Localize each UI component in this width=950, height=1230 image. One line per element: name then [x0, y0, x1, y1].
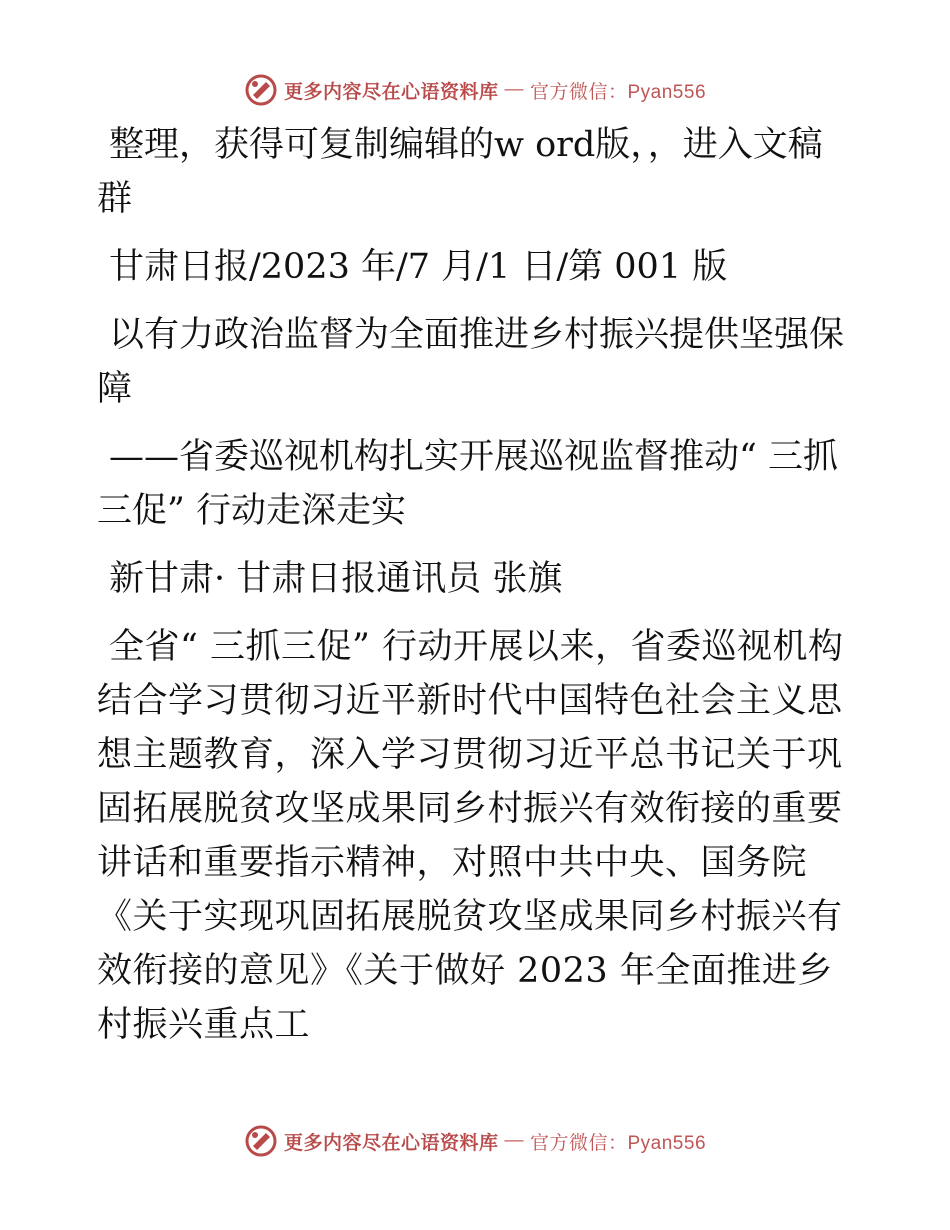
- watermark-contact: 官方微信：Pyan556: [530, 1132, 707, 1154]
- watermark-text: 更多内容尽在心语资料库: [283, 1132, 499, 1154]
- document-body: [97, 118, 857, 1066]
- article-title: 以有力政治监督为全面推进乡村振兴提供坚强保障: [97, 315, 845, 409]
- footer-watermark: [0, 1124, 950, 1158]
- watermark-text: 更多内容尽在心语资料库: [283, 81, 499, 103]
- brand-logo-icon: [244, 1124, 278, 1158]
- body-paragraph: 全省“ 三抓三促” 行动开展以来，省委巡视机构结合学习贯彻习近平新时代中国特色社会主义思想主题教育，深入学习贯彻习近平总书记关于巩固拓展脱贫攻坚成果同乡村振兴有效衔接的重要讲话和重要指示精神，对照中共中央、国务院《关于实现巩固拓展脱贫攻坚成果同乡村振兴有效衔接的意见》《关于做好 2023 年全面推进乡村振兴重点工: [97, 627, 844, 1045]
- brand-logo-icon: [244, 73, 278, 107]
- watermark-separator: —: [504, 1130, 524, 1151]
- byline: 新甘肃· 甘肃日报通讯员 张旗: [109, 559, 563, 599]
- intro-line: 整理，获得可复制编辑的w ord版，，进入文稿群: [97, 125, 823, 219]
- watermark-contact: 官方微信：Pyan556: [530, 81, 707, 103]
- header-watermark: [0, 73, 950, 107]
- article-subtitle: ——省委巡视机构扎实开展巡视监督推动“ 三抓三促” 行动走深走实: [97, 437, 839, 531]
- watermark-separator: —: [504, 79, 524, 100]
- source-line: 甘肃日报/2023 年/7 月/1 日/第 001 版: [109, 247, 728, 287]
